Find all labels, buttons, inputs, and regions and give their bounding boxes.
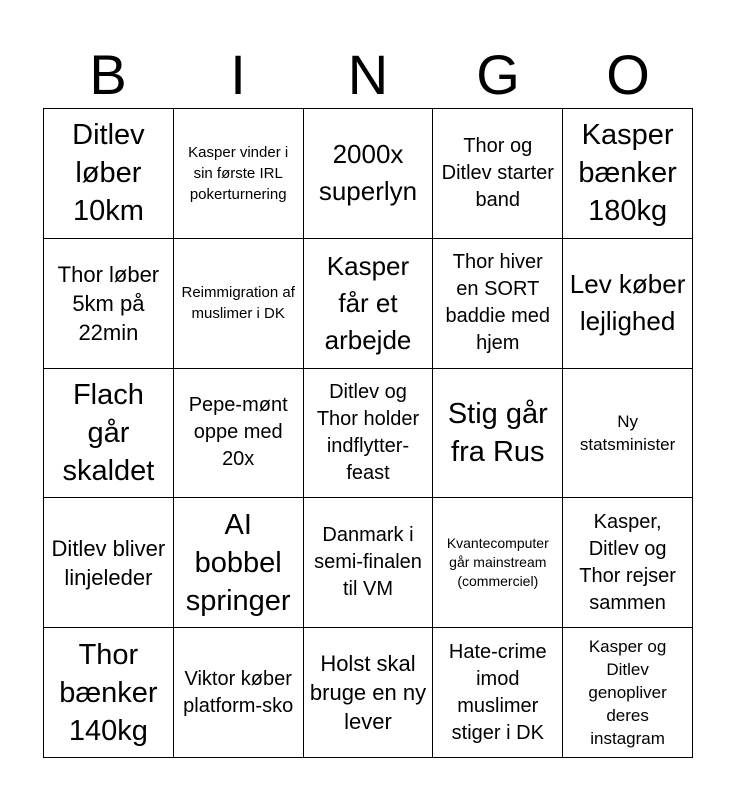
header-letter-b: B (89, 43, 127, 106)
bingo-cell-r4-c2[interactable] (174, 498, 304, 628)
bingo-cell-text: Kasper, Ditlev og Thor rejser sammen (579, 510, 676, 614)
bingo-cell-r2-c4[interactable] (433, 239, 563, 369)
bingo-cell-r5-c3[interactable] (304, 628, 434, 758)
bingo-cell-r3-c2[interactable] (174, 369, 304, 499)
bingo-cell-r4-c4[interactable] (433, 498, 563, 628)
bingo-grid (43, 108, 693, 758)
bingo-cell-text: Kasper vinder i sin første IRL pokerturnering (188, 143, 289, 203)
bingo-cell-r5-c4[interactable] (433, 628, 563, 758)
bingo-cell-text: Holst skal bruge en ny lever (309, 651, 427, 735)
bingo-cell-r4-c3[interactable] (304, 498, 434, 628)
bingo-cell-r5-c5[interactable] (563, 628, 693, 758)
bingo-cell-text: Ditlev bliver linjeleder (51, 535, 166, 590)
bingo-cell-r3-c4[interactable] (433, 369, 563, 499)
bingo-cell-text: AI bobbel springer (185, 508, 291, 617)
bingo-cell-r3-c5[interactable] (563, 369, 693, 499)
bingo-cell-text: Kvantecomputer går mainstream (commerciel) (446, 535, 549, 590)
bingo-cell-r1-c2[interactable] (174, 109, 304, 239)
bingo-cell-r2-c1[interactable] (44, 239, 174, 369)
bingo-cell-r4-c5[interactable] (563, 498, 693, 628)
bingo-cell-r3-c1[interactable] (44, 369, 174, 499)
bingo-cell-text: Kasper og Ditlev genopliver deres instagram (588, 637, 667, 749)
bingo-cell-r1-c4[interactable] (433, 109, 563, 239)
bingo-cell-text: Thor løber 5km på 22min (57, 261, 160, 345)
bingo-cell-r1-c3[interactable] (304, 109, 434, 239)
bingo-cell-r5-c1[interactable] (44, 628, 174, 758)
bingo-header (43, 42, 693, 108)
header-letter-g: G (476, 43, 520, 106)
bingo-cell-text: Flach går skaldet (62, 378, 155, 487)
bingo-cell-text: Lev køber lejlighed (569, 269, 686, 337)
bingo-cell-text: Reimmigration af muslimer i DK (181, 284, 295, 323)
bingo-cell-r3-c3[interactable] (304, 369, 434, 499)
bingo-cell-text: Ditlev løber 10km (72, 119, 145, 228)
bingo-cell-r5-c2[interactable] (174, 628, 304, 758)
bingo-cell-text: Stig går fra Rus (447, 397, 548, 468)
bingo-cell-r2-c3[interactable] (304, 239, 434, 369)
bingo-cell-text: Thor hiver en SORT baddie med hjem (445, 251, 551, 355)
bingo-cell-text: Kasper bænker 180kg (578, 119, 677, 228)
bingo-cell-text: Pepe-mønt oppe med 20x (188, 394, 288, 471)
bingo-cell-r4-c1[interactable] (44, 498, 174, 628)
bingo-cell-text: 2000x superlyn (318, 139, 418, 207)
bingo-cell-r1-c5[interactable] (563, 109, 693, 239)
bingo-cell-text: Ny statsminister (579, 411, 676, 454)
header-letter-i: I (230, 43, 246, 106)
header-letter-o: O (606, 43, 650, 106)
bingo-cell-text: Thor bænker 140kg (59, 638, 158, 747)
header-letter-n: N (347, 43, 389, 106)
bingo-cell-text: Thor og Ditlev starter band (441, 134, 554, 211)
bingo-cell-text: Hate-crime imod muslimer stiger i DK (448, 640, 547, 744)
bingo-cell-r2-c2[interactable] (174, 239, 304, 369)
bingo-cell-text: Viktor køber platform-sko (183, 667, 294, 717)
bingo-cell-r2-c5[interactable] (563, 239, 693, 369)
bingo-cell-r1-c1[interactable] (44, 109, 174, 239)
bingo-cell-text: Kasper får et arbejde (324, 250, 412, 355)
bingo-cell-text: Ditlev og Thor holder indflytter-feast (316, 380, 420, 484)
bingo-cell-text: Danmark i semi-finalen til VM (314, 524, 422, 601)
